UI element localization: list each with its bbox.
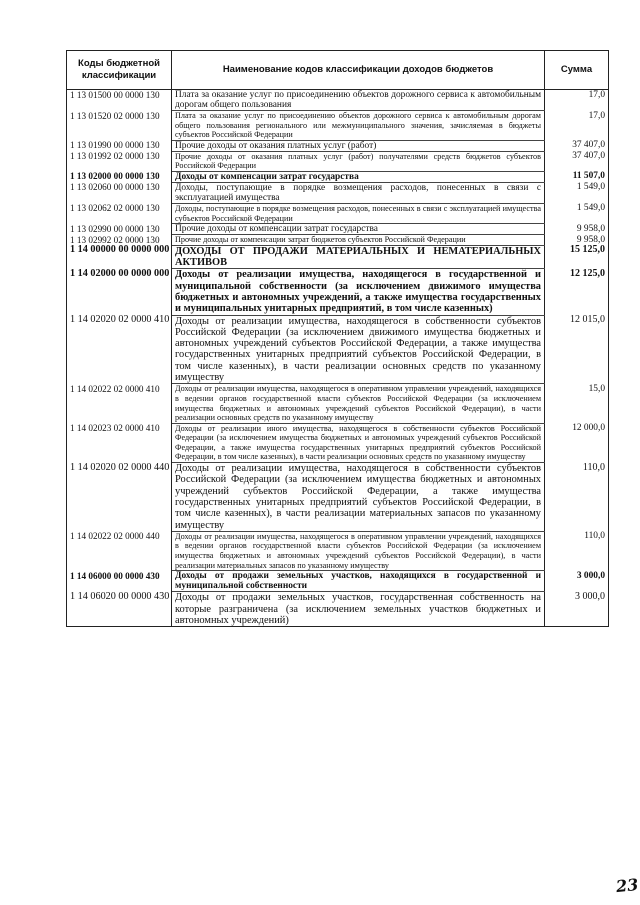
row-sum: 1 549,0 — [545, 203, 609, 223]
row-sum: 110,0 — [545, 463, 609, 532]
row-sum: 17,0 — [545, 111, 609, 141]
row-name: Прочие доходы от компенсации затрат бюджетов субъектов Российской Федерации — [172, 235, 545, 246]
header-name: Наименование кодов классификации доходов бюджетов — [172, 51, 545, 90]
row-code: 1 13 02060 00 0000 130 — [67, 182, 172, 203]
row-name: Доходы от реализации имущества, находящегося в оперативном управлении учреждений, находящихся в ведении органов государственной власти субъектов Российской Федерации (за исключением имущества бюджетных и автономных учреждений субъектов Российской Федерации), в части реализации основных средств по указанному имуществу — [172, 384, 545, 423]
table-row — [67, 269, 609, 315]
row-sum: 17,0 — [545, 90, 609, 111]
row-name: Доходы от реализации имущества, находящегося в собственности субъектов Российской Федерации (за исключением движимого имущества бюджетных и автономных учреждений субъектов Российской Федерации, а также имущества государственных унитарных предприятий субъектов Российской Федерации, в том числе казенных), в части реализации основных средств по указанному имуществу — [172, 315, 545, 384]
table-row — [67, 463, 609, 532]
row-code: 1 13 01500 00 0000 130 — [67, 90, 172, 111]
row-code: 1 14 02022 02 0000 410 — [67, 384, 172, 423]
row-sum: 3 000,0 — [545, 592, 609, 627]
table-row — [67, 182, 609, 203]
table-row — [67, 531, 609, 570]
row-code: 1 14 02022 02 0000 440 — [67, 531, 172, 570]
row-name: ДОХОДЫ ОТ ПРОДАЖИ МАТЕРИАЛЬНЫХ И НЕМАТЕРИАЛЬНЫХ АКТИВОВ — [172, 245, 545, 269]
table-row — [67, 423, 609, 462]
row-code: 1 13 02990 00 0000 130 — [67, 224, 172, 235]
header-sum: Сумма — [545, 51, 609, 90]
row-sum: 1 549,0 — [545, 182, 609, 203]
table-row — [67, 592, 609, 627]
row-code: 1 13 02000 00 0000 130 — [67, 171, 172, 182]
table-row — [67, 111, 609, 141]
row-name: Доходы от продажи земельных участков, государственная собственность на которые разграничена (за исключением земельных участков бюджетных и автономных учреждений) — [172, 592, 545, 627]
row-sum: 37 407,0 — [545, 140, 609, 151]
row-name: Доходы от продажи земельных участков, находящихся в государственной и муниципальной собственности — [172, 571, 545, 592]
row-code: 1 13 02062 02 0000 130 — [67, 203, 172, 223]
row-name: Плата за оказание услуг по присоединению объектов дорожного сервиса к автомобильным дорогам общего пользования — [172, 90, 545, 111]
row-name: Доходы от компенсации затрат государства — [172, 171, 545, 182]
row-code: 1 14 02020 02 0000 410 — [67, 315, 172, 384]
row-code: 1 13 01992 02 0000 130 — [67, 151, 172, 171]
table-row — [67, 151, 609, 171]
table-row — [67, 140, 609, 151]
table-row — [67, 203, 609, 223]
row-name: Доходы от реализации имущества, находящегося в оперативном управлении учреждений, находящихся в ведении органов государственной власти субъектов Российской Федерации (за исключением имущества бюджетных и автономных учреждений субъектов Российской Федерации), в части реализации материальных запасов по указанному имуществу — [172, 531, 545, 570]
row-sum: 11 507,0 — [545, 171, 609, 182]
table-body — [67, 90, 609, 627]
page-number: 23 — [615, 874, 640, 897]
row-code: 1 13 01990 00 0000 130 — [67, 140, 172, 151]
row-sum: 9 958,0 — [545, 224, 609, 235]
row-code: 1 14 06000 00 0000 430 — [67, 571, 172, 592]
row-name: Доходы, поступающие в порядке возмещения расходов, понесенных в связи с эксплуатацией имущества — [172, 182, 545, 203]
row-code: 1 14 00000 00 0000 000 — [67, 245, 172, 269]
row-sum: 12 125,0 — [545, 269, 609, 315]
row-name: Доходы от реализации иного имущества, находящегося в собственности субъектов Российской Федерации (за исключением имущества бюджетных и автономных учреждений субъектов Российской Федерации, а также имущества государственных унитарных предприятий субъектов Российской Федерации, в том числе казенных), в части реализации основных средств по указанному имуществу — [172, 423, 545, 462]
row-code: 1 14 02023 02 0000 410 — [67, 423, 172, 462]
row-sum: 12 015,0 — [545, 315, 609, 384]
header-codes: Коды бюджетной классификации — [67, 51, 172, 90]
row-sum: 12 000,0 — [545, 423, 609, 462]
table-row — [67, 315, 609, 384]
table-row — [67, 245, 609, 269]
row-sum: 9 958,0 — [545, 235, 609, 246]
row-code: 1 14 06020 00 0000 430 — [67, 592, 172, 627]
row-code: 1 14 02020 02 0000 440 — [67, 463, 172, 532]
row-sum: 15 125,0 — [545, 245, 609, 269]
table-row — [67, 384, 609, 423]
row-sum: 37 407,0 — [545, 151, 609, 171]
table-row — [67, 224, 609, 235]
row-sum: 110,0 — [545, 531, 609, 570]
row-name: Доходы от реализации имущества, находящегося в собственности субъектов Российской Федерации (за исключением имущества бюджетных и автономных учреждений субъектов Российской Федерации, а также имущества государственных унитарных предприятий субъектов Российской Федерации, в том числе казенных), в части реализации материальных запасов по указанному имуществу — [172, 463, 545, 532]
table-row — [67, 571, 609, 592]
row-name: Доходы, поступающие в порядке возмещения расходов, понесенных в связи с эксплуатацией имущества субъектов Российской Федерации — [172, 203, 545, 223]
row-sum: 15,0 — [545, 384, 609, 423]
row-name: Прочие доходы от оказания платных услуг (работ) — [172, 140, 545, 151]
row-sum: 3 000,0 — [545, 571, 609, 592]
row-name: Прочие доходы от оказания платных услуг (работ) получателями средств бюджетов субъектов Российской Федерации — [172, 151, 545, 171]
row-code: 1 13 01520 02 0000 130 — [67, 111, 172, 141]
row-code: 1 14 02000 00 0000 000 — [67, 269, 172, 315]
row-code: 1 13 02992 02 0000 130 — [67, 235, 172, 246]
row-name: Прочие доходы от компенсации затрат государства — [172, 224, 545, 235]
table-row — [67, 171, 609, 182]
row-name: Плата за оказание услуг по присоединению объектов дорожного сервиса к автомобильным дорогам общего пользования регионального или межмуниципального значения, зачисляемая в бюджеты субъектов Российской Федерации — [172, 111, 545, 141]
table-header-row — [67, 51, 609, 90]
row-name: Доходы от реализации имущества, находящегося в государственной и муниципальной собственности (за исключением движимого имущества бюджетных и автономных учреждений, а также имущества государственных и муниципальных унитарных предприятий, в том числе казенных) — [172, 269, 545, 315]
table-row — [67, 90, 609, 111]
budget-classification-table — [66, 50, 609, 627]
